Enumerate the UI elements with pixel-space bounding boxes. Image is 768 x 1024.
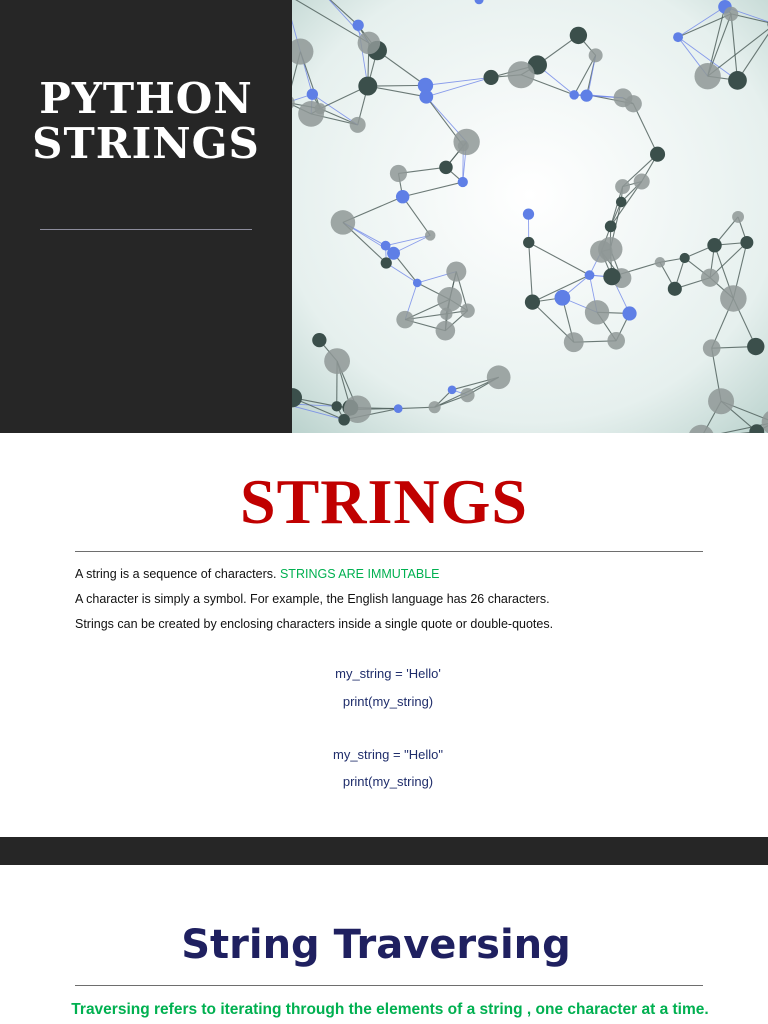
network-node bbox=[350, 117, 366, 133]
network-node bbox=[458, 140, 469, 151]
network-node bbox=[616, 197, 627, 208]
network-node bbox=[483, 70, 498, 85]
network-node bbox=[358, 32, 381, 55]
network-node bbox=[436, 321, 456, 341]
strings-slide bbox=[0, 433, 768, 837]
code-line: my_string = 'Hello' bbox=[335, 666, 441, 681]
traversing-heading: String Traversing bbox=[181, 922, 571, 968]
network-node bbox=[437, 287, 462, 312]
network-node bbox=[720, 285, 746, 311]
network-node bbox=[673, 32, 683, 42]
network-node bbox=[446, 262, 466, 282]
definition-text bbox=[75, 567, 439, 581]
network-node bbox=[634, 173, 650, 189]
network-node bbox=[622, 306, 636, 320]
network-node bbox=[425, 230, 435, 240]
network-node bbox=[564, 332, 584, 352]
network-node bbox=[387, 247, 400, 260]
network-node bbox=[650, 147, 665, 162]
network-node bbox=[381, 257, 392, 268]
network-node bbox=[487, 365, 511, 389]
network-node bbox=[694, 63, 720, 89]
network-node bbox=[707, 238, 721, 252]
network-node bbox=[525, 295, 540, 310]
network-node bbox=[394, 404, 403, 413]
network-node bbox=[315, 103, 326, 114]
code-line: my_string = "Hello" bbox=[332, 747, 444, 762]
network-node bbox=[598, 237, 622, 261]
network-node bbox=[439, 161, 453, 175]
network-node bbox=[390, 165, 407, 182]
network-node bbox=[701, 269, 719, 287]
network-node bbox=[460, 304, 474, 318]
network-node bbox=[332, 401, 342, 411]
network-node bbox=[708, 388, 734, 414]
network-node bbox=[589, 48, 603, 62]
network-node bbox=[331, 210, 356, 235]
network-node bbox=[668, 282, 682, 296]
traversing-text: Traversing refers to iterating through the elements of a string , one character at a time. bbox=[71, 1001, 709, 1018]
network-node bbox=[312, 333, 326, 347]
network-node bbox=[458, 177, 468, 187]
network-node bbox=[615, 179, 630, 194]
network-node bbox=[508, 61, 535, 88]
network-node bbox=[324, 348, 350, 374]
network-node bbox=[740, 236, 753, 249]
network-node bbox=[614, 88, 633, 107]
network-node bbox=[585, 270, 595, 280]
network-node bbox=[307, 89, 318, 100]
network-node bbox=[570, 27, 587, 44]
network-node bbox=[419, 90, 433, 104]
network-node bbox=[523, 237, 534, 248]
network-node bbox=[429, 401, 441, 413]
network-node bbox=[448, 386, 457, 395]
network-node bbox=[440, 308, 452, 320]
strings-heading: STRINGS bbox=[240, 466, 528, 537]
network-node bbox=[523, 209, 534, 220]
network-node bbox=[732, 211, 744, 223]
slide-separator bbox=[0, 837, 768, 865]
network-node bbox=[358, 77, 377, 96]
network-node bbox=[724, 7, 738, 21]
character-text: A character is simply a symbol. For example, the English language has 26 characters. bbox=[75, 592, 550, 606]
network-node bbox=[747, 338, 764, 355]
network-node bbox=[353, 20, 364, 31]
network-node bbox=[655, 257, 665, 267]
network-node bbox=[338, 414, 350, 426]
title-divider bbox=[40, 229, 252, 230]
network-node bbox=[585, 300, 609, 324]
slide-title: PYTHON STRINGS bbox=[32, 74, 260, 168]
traversing-slide bbox=[0, 865, 768, 1024]
creation-text: Strings can be created by enclosing characters inside a single quote or double-quotes. bbox=[75, 617, 554, 631]
network-node bbox=[396, 190, 409, 203]
heading-divider bbox=[75, 551, 703, 552]
network-node bbox=[584, 91, 592, 99]
definition-text-main: A string is a sequence of characters. bbox=[75, 567, 280, 581]
network-node bbox=[728, 71, 747, 90]
title-slide bbox=[0, 0, 768, 433]
title-panel bbox=[0, 0, 292, 433]
network-node bbox=[680, 253, 690, 263]
network-node bbox=[703, 339, 721, 357]
heading-divider bbox=[75, 985, 703, 986]
network-node bbox=[413, 279, 422, 288]
immutable-highlight: STRINGS ARE IMMUTABLE bbox=[279, 567, 440, 581]
network-node bbox=[603, 268, 620, 285]
network-node bbox=[396, 311, 414, 329]
network-node bbox=[460, 388, 474, 402]
network-node bbox=[607, 332, 625, 350]
network-node bbox=[569, 90, 579, 100]
code-line: print(my_string) bbox=[342, 694, 434, 709]
code-line: print(my_string) bbox=[342, 774, 434, 789]
network-graph-icon bbox=[292, 0, 768, 433]
network-node bbox=[555, 290, 571, 306]
network-node bbox=[605, 221, 617, 233]
